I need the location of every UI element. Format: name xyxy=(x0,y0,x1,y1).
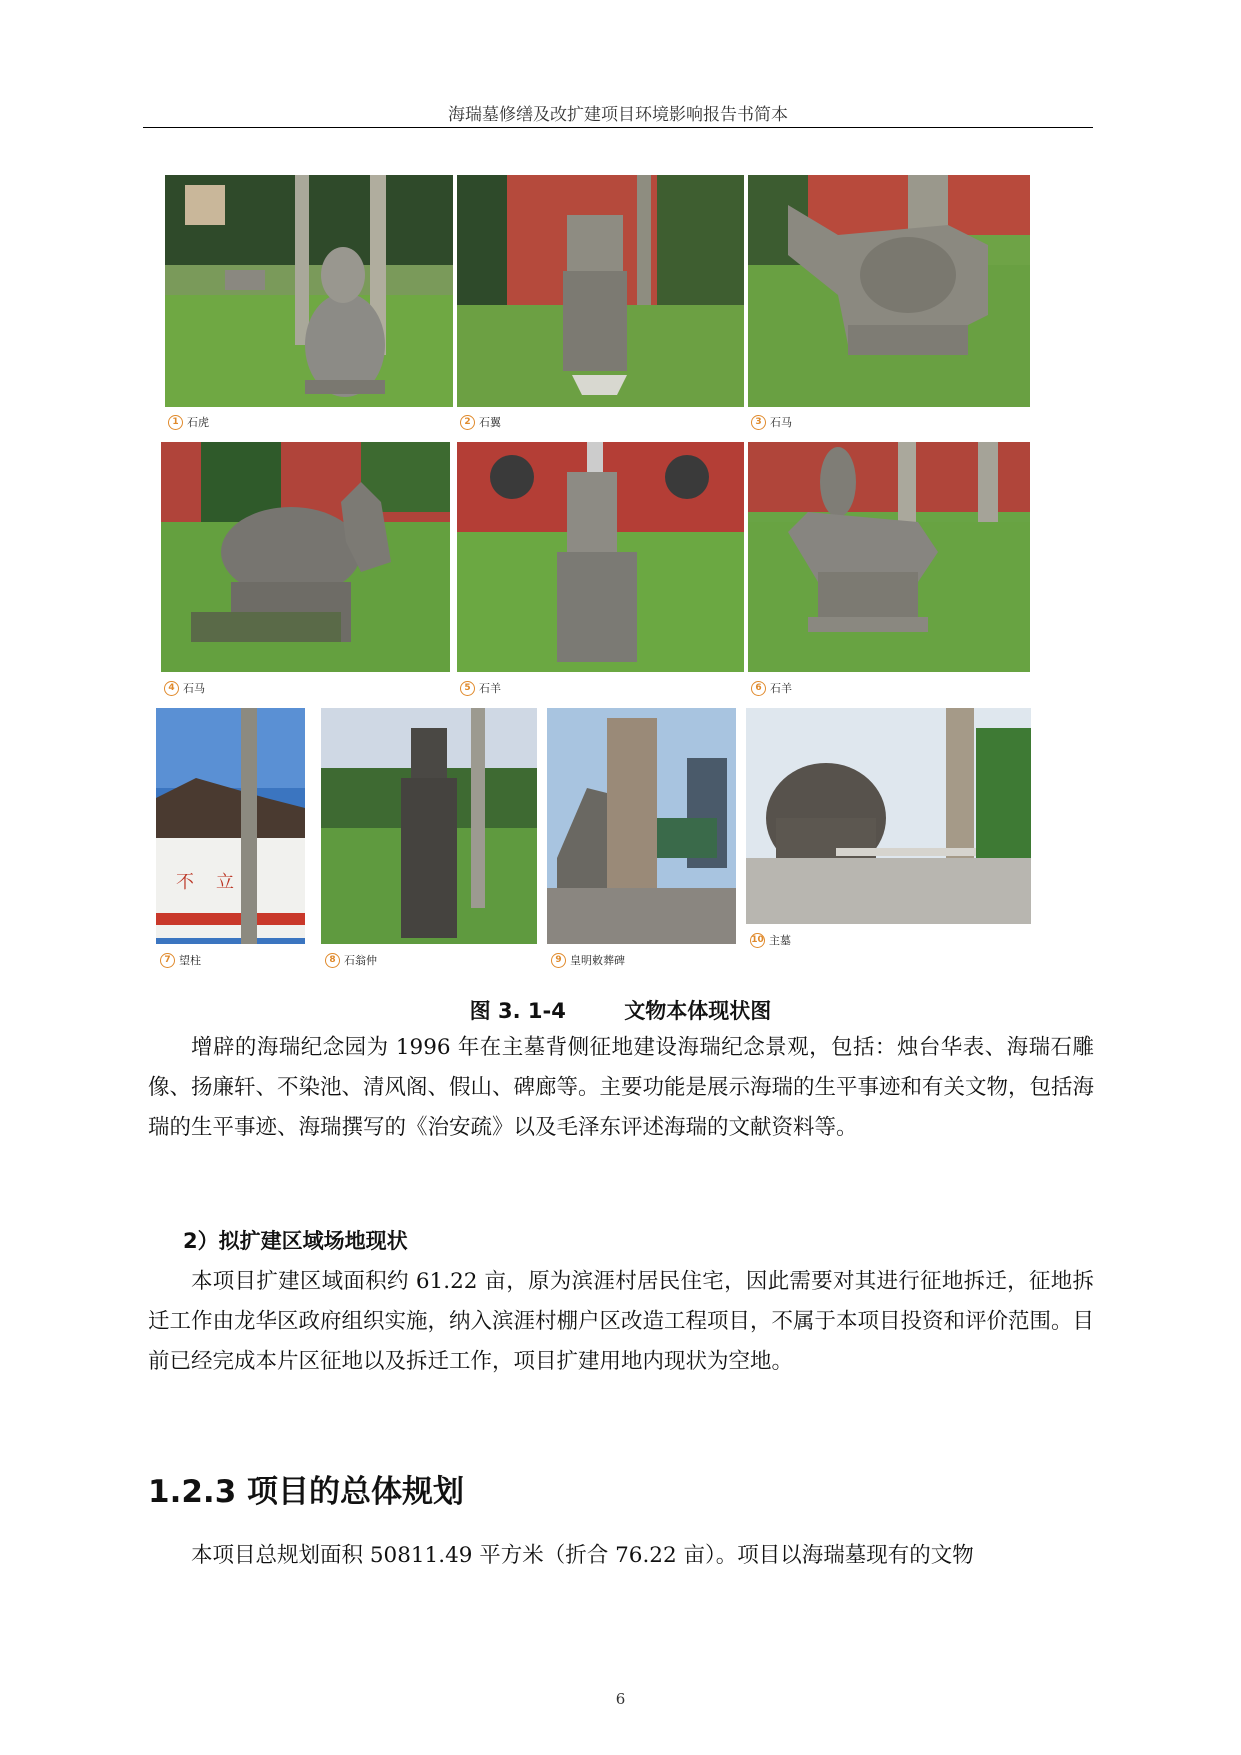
running-header: 海瑞墓修缮及改扩建项目环境影响报告书简本 xyxy=(448,105,788,125)
photo-number-badge: 8 xyxy=(325,953,340,968)
photo-caption-text: 皇明敕葬碑 xyxy=(570,954,625,967)
photo-caption-text: 石翼 xyxy=(479,416,501,429)
photo-stone-guard xyxy=(457,175,744,407)
section-heading: 1.2.3 项目的总体规划 xyxy=(148,1474,465,1510)
photo-caption xyxy=(460,680,501,696)
photo-number-badge: 5 xyxy=(460,681,475,696)
photo-caption-text: 石翁仲 xyxy=(344,954,377,967)
photo-caption-text: 主墓 xyxy=(769,934,791,947)
photo-caption-text: 石马 xyxy=(183,682,205,695)
photo-stone-tiger xyxy=(165,175,453,407)
photo-number-badge: 2 xyxy=(460,415,475,430)
photo-stone-sheep-side xyxy=(748,442,1030,672)
photo-pillar xyxy=(156,708,305,944)
photo-caption xyxy=(460,414,501,430)
photo-number-badge: 6 xyxy=(751,681,766,696)
photo-stone-sheep-front xyxy=(457,442,744,672)
photo-stone-horse xyxy=(161,442,450,672)
photo-number-badge: 7 xyxy=(160,953,175,968)
photo-caption-text: 石羊 xyxy=(479,682,501,695)
photo-number-badge: 4 xyxy=(164,681,179,696)
svg-text:不: 不 xyxy=(176,872,194,893)
paragraph: 增辟的海瑞纪念园为 1996 年在主墓背侧征地建设海瑞纪念景观，包括：烛台华表、海瑞石雕像、扬廉轩、不染池、清风阁、假山、碑廊等。主要功能是展示海瑞的生平事迹和有关文物，包括海瑞的生平事迹、海瑞撰写的《治安疏》以及毛泽东评述海瑞的文献资料等。 xyxy=(148,1035,1095,1140)
photo-caption xyxy=(164,680,205,696)
photo-number-badge: 1 xyxy=(168,415,183,430)
photo-caption-text: 石马 xyxy=(770,416,792,429)
header-rule xyxy=(143,127,1093,128)
photo-caption xyxy=(168,414,209,430)
svg-text:立: 立 xyxy=(216,872,234,893)
photo-number-badge: 10 xyxy=(750,933,765,948)
paragraph: 本项目扩建区域面积约 61.22 亩，原为滨涯村居民住宅，因此需要对其进行征地拆迁，征地拆迁工作由龙华区政府组织实施，纳入滨涯村棚户区改造工程项目，不属于本项目投资和评价范围。目前已经完成本片区征地以及拆迁工作，项目扩建用地内现状为空地。 xyxy=(148,1269,1095,1374)
paragraph: 本项目总规划面积 50811.49 平方米（折合 76.22 亩）。项目以海瑞墓现有的文物 xyxy=(191,1543,974,1568)
page-number: 6 xyxy=(615,1690,626,1708)
photo-caption-text: 石虎 xyxy=(187,416,209,429)
photo-number-badge: 3 xyxy=(751,415,766,430)
photo-caption-text: 石羊 xyxy=(770,682,792,695)
subsection-heading: 2）拟扩建区域场地现状 xyxy=(183,1229,408,1253)
photo-main-tomb xyxy=(746,708,1031,924)
photo-caption xyxy=(751,414,792,430)
photo-caption-text: 望柱 xyxy=(179,954,201,967)
photo-number-badge: 9 xyxy=(551,953,566,968)
photo-caption xyxy=(551,952,625,968)
photo-caption xyxy=(750,932,791,948)
photo-caption xyxy=(325,952,377,968)
photo-stele xyxy=(547,708,736,944)
photo-caption xyxy=(751,680,792,696)
photo-caption xyxy=(160,952,201,968)
figure-title: 图 3. 1-4 文物本体现状图 xyxy=(469,999,772,1023)
photo-stone-horse-saddle xyxy=(748,175,1030,407)
photo-stone-statue xyxy=(321,708,537,944)
